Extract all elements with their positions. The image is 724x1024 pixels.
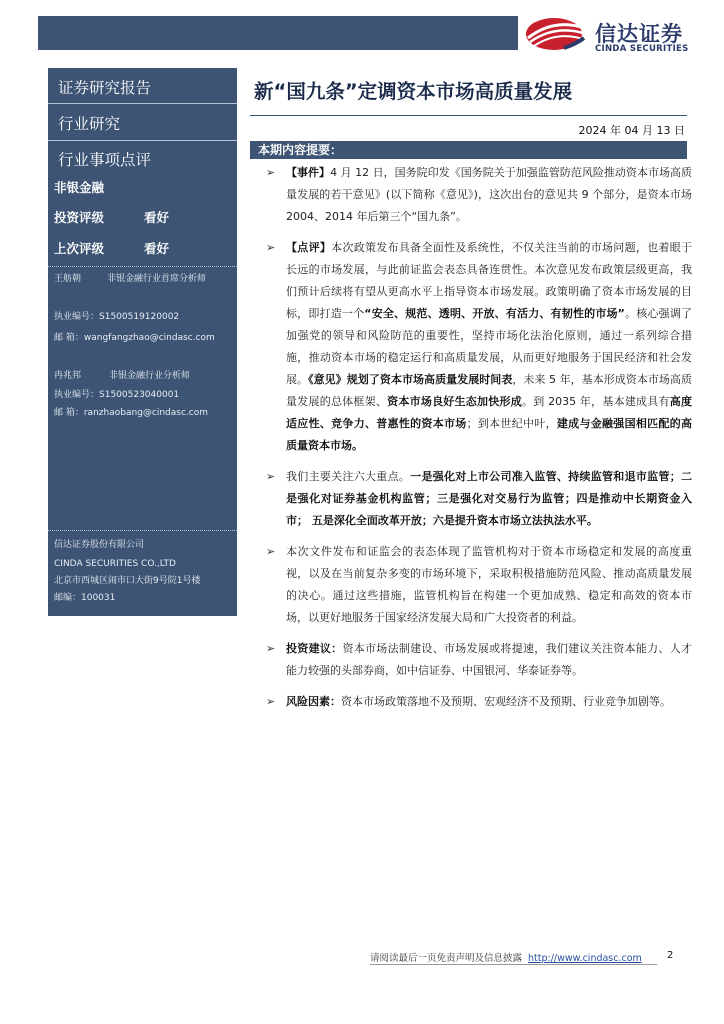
divider [48,266,237,267]
website-link[interactable]: http://www.cindasc.com [528,953,642,964]
disclaimer-text: 请阅读最后一页免责声明及信息披露 [370,953,523,964]
analyst-1-role: 非银金融行业首席分析师 [107,274,207,284]
list-item [262,466,692,532]
bullet-text: 本次政策发布具备全面性及系统性，不仅关注当前的市场问题，也着眼于长远的市场发展，与此前证监会表态具备连贯性。本次意见发布政策层级更高，我们预计后续将有望从更高水平上指导资本市场发展。政策明确了资本市场发展的目标，即打造一个 [286,241,693,320]
analyst-2-name: 冉兆邦 [54,371,82,381]
company-name-cn: 信达证券股份有限公司 [54,540,145,550]
analyst-1-header [54,270,236,289]
analyst-2-email[interactable]: 邮 箱：ranzhaobang@cindasc.com [54,408,208,418]
bullet-text: 。核心强调了加强党的领导和风险防范的重要性，坚持市场化法治化原则，通过一系列综合措施，推动资本市场的稳定运行和高质量发展，从而更好地服务于国民经济和社会发展。 [286,307,693,386]
header-banner [38,16,518,50]
bullet-lead: 【事件】 [286,166,331,179]
bullet-text: 我们主要关注六大重点。 [286,470,411,483]
page-title: 新“国九条”定调资本市场高质量发展 [254,80,573,103]
company-postcode: 邮编：100031 [54,593,116,603]
bullet-emphasis: 一是强化对上市公司准入监管、持续监管和退市监管；二是强化对证券基金机构监管；三是强化对交易行为监管；四是推动中长期资金入市； 五是深化全面改革开放；六是提升资本市场立法执法水平。 [286,470,693,527]
arrow-bullet-icon: ➢ [266,642,276,655]
bullet-text: 本次文件发布和证监会的表态体现了监管机构对于资本市场稳定和发展的高度重视，以及在当前复杂多变的市场环境下，采取积极措施防范风险、推动高质量发展的决心。通过这些措施，监管机构旨在构建一个更加成熟、稳定和高效的资本市场，以更好地服务于国家经济发展大局和广大投资者的利益。 [286,545,692,624]
bullet-emphasis: “安全、规范、透明、开放、有活力、有韧性的市场” [364,307,625,320]
analyst-1-name: 王舫朝 [54,274,82,284]
divider [250,115,687,116]
footer-disclaimer [370,950,642,964]
bullet-lead: 投资建议： [286,642,343,655]
analyst-2-license: 执业编号：S1500523040001 [54,390,180,400]
bullet-text: ，未来 5 年，基本形成资本市场高质量发展的总体框架、 [286,373,693,408]
bullet-lead: 风险因素： [286,695,341,708]
cinda-emblem-icon [524,14,590,54]
logo-text-en: CINDA SECURITIES [595,44,689,54]
divider [48,103,237,104]
prev-rating-label: 上次评级 [54,241,105,256]
arrow-bullet-icon: ➢ [266,545,276,558]
analyst-2-role: 非银金融行业分析师 [109,371,191,381]
list-item [262,638,692,682]
prev-rating-value: 看好 [144,241,170,256]
arrow-bullet-icon: ➢ [266,241,276,254]
list-item [262,237,692,457]
sidebar-report-category: 行业研究 [58,115,121,133]
report-date: 2024 年 04 月 13 日 [578,124,685,137]
summary-heading: 本期内容提要： [250,141,687,159]
divider [48,530,237,531]
bullet-text: 。到 2035 年，基本建成具有 [521,395,670,408]
arrow-bullet-icon: ➢ [266,695,276,708]
bullet-emphasis: 高度适应性、竞争力、普惠性的资本市场 [286,395,693,430]
rating-value: 看好 [144,210,170,225]
bullet-emphasis: 《意见》规划了资本市场高质量发展时间表 [308,373,513,386]
bullet-text: 4 月 12 日，国务院印发《国务院关于加强监管防范风险推动资本市场高质量发展的若干意见》(以下简称《意见》)，这次出台的意见共 9 个部分，是资本市场 2004、2014 年后第三个“国九条”。 [286,166,693,223]
analyst-1-license: 执业编号：S1500519120002 [54,312,180,322]
page-number: 2 [667,950,674,961]
bullet-text: ；到本世纪中叶， [466,417,557,430]
bullet-emphasis: 建成与金融强国相匹配的高质量资本市场。 [286,417,693,452]
sidebar-report-type: 证券研究报告 [58,79,152,97]
company-address: 北京市西城区闹市口大街9号院1号楼 [54,576,201,586]
list-item [262,162,692,228]
arrow-bullet-icon: ➢ [266,166,276,179]
rating-label: 投资评级 [54,210,105,225]
bullet-emphasis: 资本市场良好生态加快形成 [387,395,522,408]
cinda-logo [524,14,704,54]
divider [48,140,237,141]
sidebar-sector: 非银金融 [54,180,105,195]
list-item [262,691,692,713]
divider [370,964,657,965]
summary-content [262,162,692,722]
bullet-text: 资本市场政策落地不及预期、宏观经济不及预期、行业竞争加剧等。 [341,695,671,708]
list-item [262,541,692,629]
logo-text-cn: 信达证券 [595,22,683,46]
analyst-2-header [54,367,190,386]
bullet-text: 资本市场法制建设、市场发展或将提速，我们建议关注资本能力、人才能力较强的头部券商，如中信证券、中国银河、华泰证券等。 [286,642,693,677]
arrow-bullet-icon: ➢ [266,470,276,483]
company-name-en: CINDA SECURITIES CO.,LTD [54,559,176,569]
report-sidebar [48,68,237,616]
sidebar-report-subtype: 行业事项点评 [58,151,152,169]
bullet-lead: 【点评】 [286,241,332,254]
analyst-1-email[interactable]: 邮 箱：wangfangzhao@cindasc.com [54,333,215,343]
